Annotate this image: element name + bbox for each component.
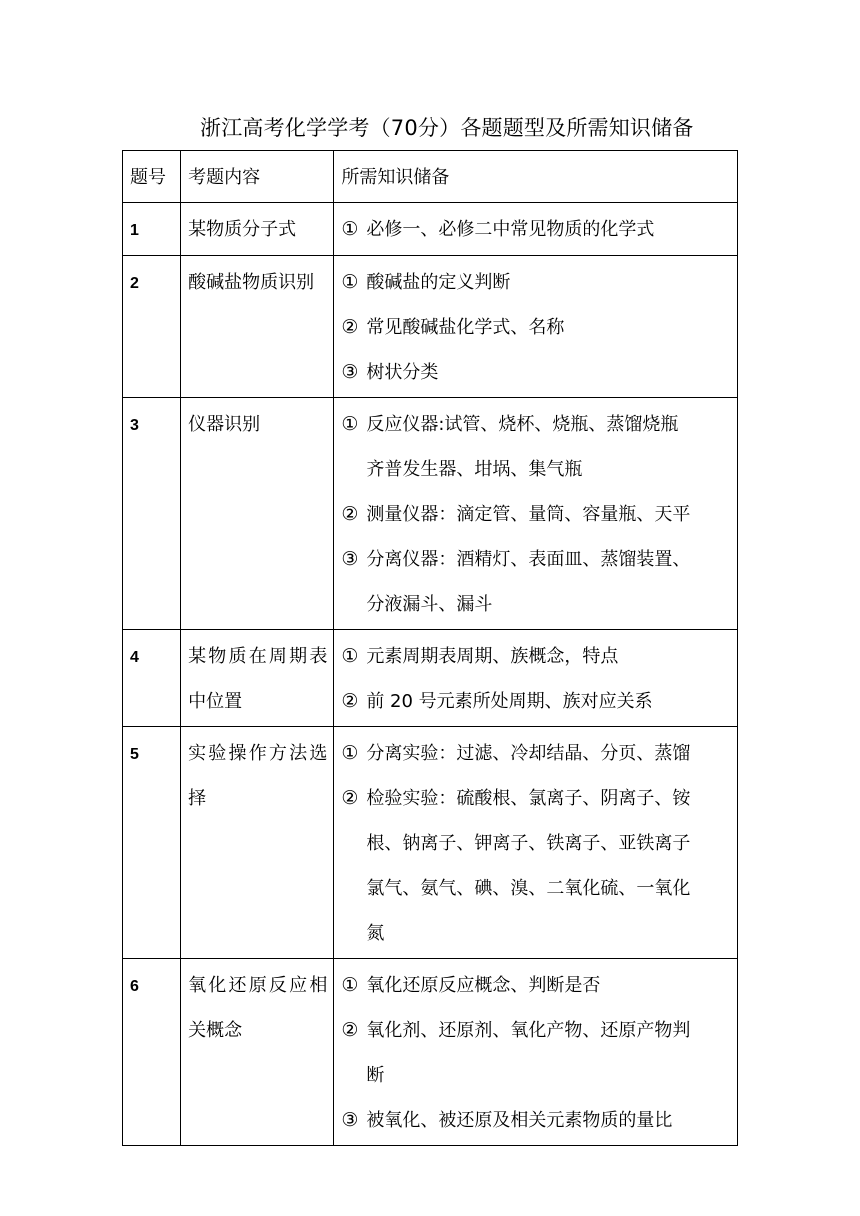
knowledge-cell bbox=[334, 398, 738, 630]
knowledge-cell bbox=[334, 959, 738, 1146]
table-row bbox=[123, 727, 738, 959]
item-text: 氧化剂、还原剂、氧化产物、还原产物判 bbox=[366, 1020, 691, 1041]
table-row bbox=[123, 398, 738, 630]
item-text: 测量仪器：滴定管、量筒、容量瓶、天平 bbox=[366, 504, 691, 525]
item-marker: ② bbox=[341, 787, 359, 809]
item-text: 树状分类 bbox=[366, 362, 439, 383]
header-topic: 考题内容 bbox=[181, 151, 334, 203]
knowledge-item bbox=[341, 634, 731, 679]
question-topic: 氧化还原反应相关概念 bbox=[181, 959, 334, 1146]
item-text: 必修一、必修二中常见物质的化学式 bbox=[366, 219, 655, 240]
item-text: 分离实验：过滤、冷却结晶、分页、蒸馏 bbox=[366, 743, 691, 764]
knowledge-item bbox=[341, 537, 731, 582]
question-topic: 仪器识别 bbox=[181, 398, 334, 630]
knowledge-item bbox=[341, 1098, 731, 1143]
knowledge-item bbox=[341, 731, 731, 776]
item-text: 反应仪器:试管、烧杯、烧瓶、蒸馏烧瓶 bbox=[366, 414, 679, 435]
knowledge-cell bbox=[334, 630, 738, 727]
item-text-continued: 断 bbox=[366, 1065, 385, 1086]
knowledge-item bbox=[341, 207, 731, 252]
question-number: 4 bbox=[130, 649, 139, 666]
knowledge-cell bbox=[334, 256, 738, 398]
question-number-cell bbox=[123, 398, 181, 630]
question-topic: 酸碱盐物质识别 bbox=[181, 256, 334, 398]
knowledge-item bbox=[341, 260, 731, 305]
table-row bbox=[123, 630, 738, 727]
item-marker: ① bbox=[341, 974, 359, 996]
item-marker: ① bbox=[341, 218, 359, 240]
question-topic: 某物质分子式 bbox=[181, 203, 334, 256]
knowledge-table bbox=[122, 150, 738, 1146]
question-number-cell bbox=[123, 256, 181, 398]
item-marker: ② bbox=[341, 690, 359, 712]
question-topic: 实验操作方法选择 bbox=[181, 727, 334, 959]
question-number: 5 bbox=[130, 746, 139, 763]
knowledge-cell bbox=[334, 727, 738, 959]
question-number-cell bbox=[123, 959, 181, 1146]
item-marker: ③ bbox=[341, 1109, 359, 1131]
item-marker: ① bbox=[341, 645, 359, 667]
table-row bbox=[123, 256, 738, 398]
item-text: 检验实验：硫酸根、氯离子、阴离子、铵 bbox=[366, 788, 691, 809]
item-marker: ① bbox=[341, 742, 359, 764]
knowledge-item bbox=[341, 963, 731, 1008]
item-text: 常见酸碱盐化学式、名称 bbox=[366, 317, 565, 338]
page-title: 浙江高考化学学考（70分）各题题型及所需知识储备 bbox=[200, 116, 694, 140]
table-header-row bbox=[123, 151, 738, 203]
header-knowledge: 所需知识储备 bbox=[334, 151, 738, 203]
item-text-continued: 分液漏斗、漏斗 bbox=[366, 594, 493, 615]
question-number: 2 bbox=[130, 275, 139, 292]
question-number: 3 bbox=[130, 417, 139, 434]
item-text: 氧化还原反应概念、判断是否 bbox=[366, 975, 601, 996]
item-text-continued: 齐普发生器、坩埚、集气瓶 bbox=[366, 459, 583, 480]
knowledge-item bbox=[341, 679, 731, 724]
item-text-continued: 氮 bbox=[366, 923, 385, 944]
knowledge-item bbox=[341, 350, 731, 395]
knowledge-item bbox=[341, 402, 731, 447]
knowledge-cell bbox=[334, 203, 738, 256]
knowledge-item bbox=[341, 776, 731, 821]
question-number-cell bbox=[123, 630, 181, 727]
header-num: 题号 bbox=[123, 151, 181, 203]
item-marker: ③ bbox=[341, 361, 359, 383]
item-text: 前 20 号元素所处周期、族对应关系 bbox=[366, 691, 653, 712]
item-marker: ② bbox=[341, 1019, 359, 1041]
question-number: 6 bbox=[130, 978, 139, 995]
item-text-continued: 氯气、氨气、碘、溴、二氧化硫、一氧化 bbox=[366, 878, 691, 899]
item-text-continued: 根、钠离子、钾离子、铁离子、亚铁离子 bbox=[366, 833, 691, 854]
table-row bbox=[123, 959, 738, 1146]
question-number-cell bbox=[123, 203, 181, 256]
item-marker: ③ bbox=[341, 548, 359, 570]
knowledge-item bbox=[341, 305, 731, 350]
knowledge-item bbox=[341, 492, 731, 537]
item-marker: ① bbox=[341, 413, 359, 435]
knowledge-item bbox=[341, 1008, 731, 1053]
item-text: 分离仪器：酒精灯、表面皿、蒸馏装置、 bbox=[366, 549, 691, 570]
question-number: 1 bbox=[130, 222, 139, 239]
table-row bbox=[123, 203, 738, 256]
item-text: 酸碱盐的定义判断 bbox=[366, 272, 511, 293]
item-text: 元素周期表周期、族概念，特点 bbox=[366, 646, 619, 667]
item-text: 被氧化、被还原及相关元素物质的量比 bbox=[366, 1110, 673, 1131]
item-marker: ② bbox=[341, 316, 359, 338]
question-number-cell bbox=[123, 727, 181, 959]
item-marker: ② bbox=[341, 503, 359, 525]
question-topic: 某物质在周期表中位置 bbox=[181, 630, 334, 727]
item-marker: ① bbox=[341, 271, 359, 293]
